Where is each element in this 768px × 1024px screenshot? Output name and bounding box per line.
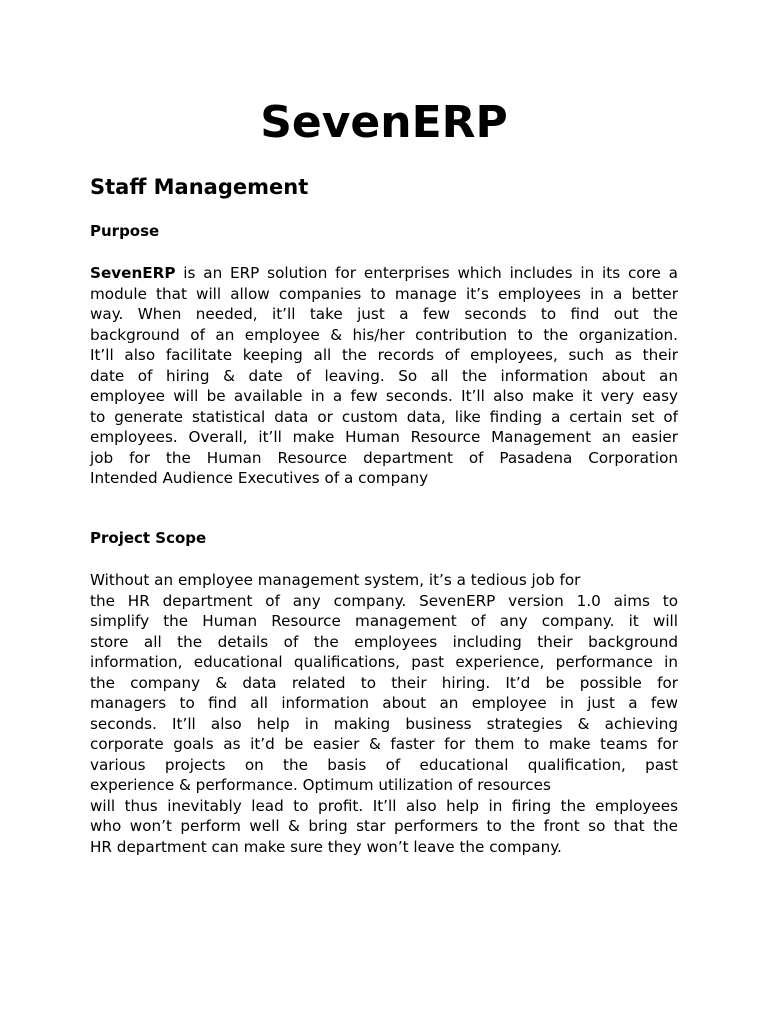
purpose-line: job for the Human Resource department of Pasadena Corporation xyxy=(90,448,678,467)
purpose-heading: Purpose xyxy=(90,222,160,240)
purpose-line: employee will be available in a few seconds. It’ll also make it very easy xyxy=(90,387,678,405)
purpose-line: employees. Overall, it’ll make Human Resource Management an easier xyxy=(90,428,678,446)
project-scope-heading: Project Scope xyxy=(90,529,207,547)
purpose-line xyxy=(90,263,678,284)
scope-line: Without an employee management system, it’s a tedious job for xyxy=(90,571,581,589)
scope-line: the HR department of any company. SevenERP version 1.0 aims to xyxy=(90,591,678,610)
purpose-line-text: is an ERP solution for enterprises which includes in its core a xyxy=(175,264,678,282)
scope-line: will thus inevitably lead to profit. It’ll also help in firing the employees xyxy=(90,796,678,815)
scope-line: experience & performance. Optimum utilization of resources xyxy=(90,776,551,794)
scope-line: seconds. It’ll also help in making business strategies & achieving xyxy=(90,714,678,733)
scope-line: simplify the Human Resource management of any company. it will xyxy=(90,612,678,630)
purpose-paragraph xyxy=(90,263,678,489)
purpose-line: background of an employee & his/her contribution to the organization. xyxy=(90,325,678,344)
scope-line: information, educational qualifications, past experience, performance in xyxy=(90,653,678,671)
purpose-line: date of hiring & date of leaving. So all the information about an xyxy=(90,366,678,385)
scope-line: managers to find all information about an employee in just a few xyxy=(90,694,678,712)
purpose-line: way. When needed, it’ll take just a few seconds to find out the xyxy=(90,305,678,323)
scope-line: store all the details of the employees including their background xyxy=(90,632,678,651)
section-title: Staff Management xyxy=(90,175,309,199)
purpose-line: to generate statistical data or custom data, like finding a certain set of xyxy=(90,407,678,426)
scope-line: various projects on the basis of educational qualification, past xyxy=(90,755,678,774)
purpose-line: Intended Audience Executives of a company xyxy=(90,469,429,487)
document-title: SevenERP xyxy=(260,97,508,148)
scope-line: who won’t perform well & bring star performers to the front so that the xyxy=(90,817,678,835)
brand-name: SevenERP xyxy=(90,264,176,282)
purpose-line: It’ll also facilitate keeping all the records of employees, such as their xyxy=(90,346,678,364)
scope-line: the company & data related to their hiring. It’d be possible for xyxy=(90,673,678,692)
scope-line: HR department can make sure they won’t leave the company. xyxy=(90,837,562,856)
scope-line: corporate goals as it’d be easier & faster for them to make teams for xyxy=(90,735,678,753)
project-scope-paragraph xyxy=(90,570,678,857)
purpose-line: module that will allow companies to manage it’s employees in a better xyxy=(90,284,678,303)
